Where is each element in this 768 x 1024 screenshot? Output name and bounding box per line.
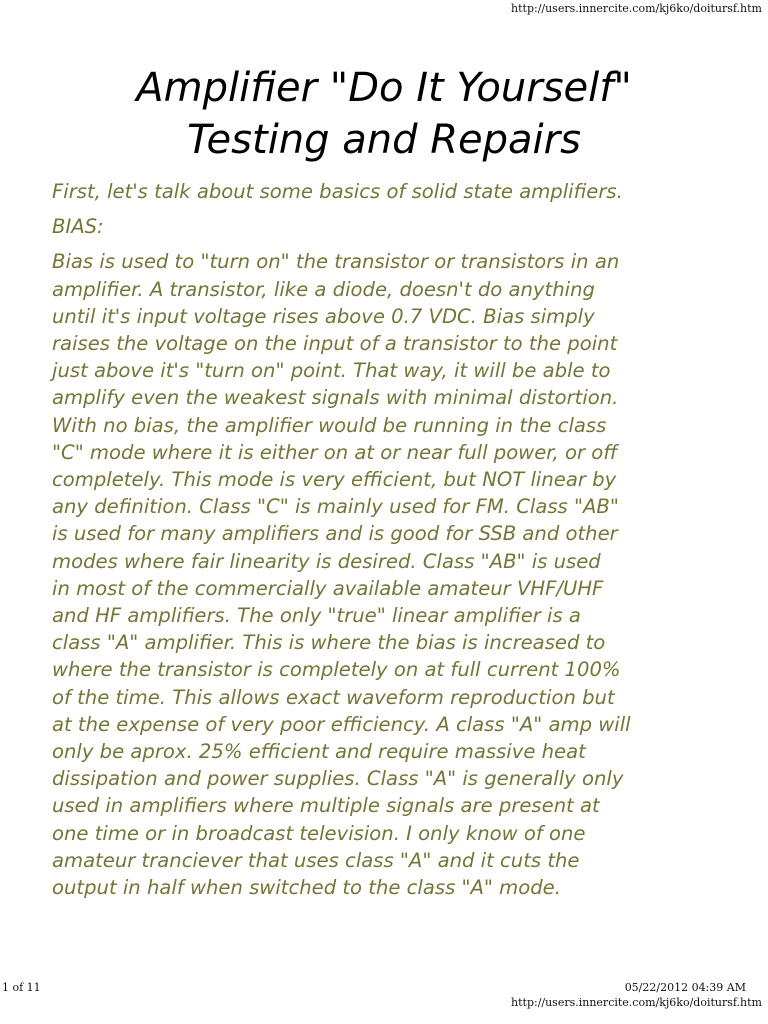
bias-paragraph-line: amplify even the weakest signals with minimal distortion. (52, 386, 619, 410)
bias-paragraph-line: in most of the commercially available amateur VHF/UHF (52, 576, 604, 600)
bias-paragraph-line: just above it's "turn on" point. That way, it will be able to (52, 359, 611, 383)
print-footer-timestamp: 05/22/2012 04:39 AM (624, 981, 746, 994)
bias-paragraph-line: amateur tranciever that uses class "A" and it cuts the (52, 848, 580, 872)
intro-paragraph: First, let's talk about some basics of solid state amplifiers. (52, 180, 623, 203)
bias-paragraph-line: only be aprox. 25% efficient and require massive heat (52, 740, 586, 764)
bias-paragraph-line: one time or in broadcast television. I only know of one (52, 821, 586, 845)
bias-paragraph-line: any definition. Class "C" is mainly used for FM. Class "AB" (52, 495, 619, 519)
section-heading-bias: BIAS: (52, 215, 104, 239)
bias-paragraph-line: amplifier. A transistor, like a diode, doesn't do anything (52, 277, 595, 301)
bias-paragraph-line: of the time. This allows exact waveform reproduction but (52, 685, 615, 709)
print-footer-page-number: 1 of 11 (2, 981, 41, 994)
bias-paragraph-line: is used for many amplifiers and is good for SSB and other (52, 522, 618, 546)
page-title-line-1: Amplifier "Do It Yourself" (136, 65, 632, 111)
bias-paragraph-line: Bias is used to "turn on" the transistor or transistors in an (52, 250, 620, 274)
bias-paragraph-line: at the expense of very poor efficiency. A class "A" amp will (52, 712, 631, 736)
bias-paragraph-line: and HF amplifiers. The only "true" linear amplifier is a (52, 604, 581, 628)
print-footer-url: http://users.innercite.com/kj6ko/doitursf.htm (511, 996, 762, 1009)
bias-paragraph (52, 248, 732, 901)
bias-paragraph-line: raises the voltage on the input of a transistor to the point (52, 332, 618, 356)
bias-paragraph-line: With no bias, the amplifier would be running in the class (52, 413, 607, 437)
page-title-line-2: Testing and Repairs (187, 117, 581, 163)
article-content (52, 178, 732, 909)
bias-paragraph-line: completely. This mode is very efficient, but NOT linear by (52, 468, 617, 492)
page-title (0, 62, 768, 166)
bias-paragraph-line: output in half when switched to the class "A" mode. (52, 876, 561, 900)
bias-paragraph-line: modes where fair linearity is desired. Class "AB" is used (52, 549, 601, 573)
bias-paragraph-line: until it's input voltage rises above 0.7 VDC. Bias simply (52, 304, 595, 328)
bias-paragraph-line: used in amplifiers where multiple signals are present at (52, 794, 600, 818)
print-header-url: http://users.innercite.com/kj6ko/doitursf.htm (511, 2, 762, 15)
bias-paragraph-line: dissipation and power supplies. Class "A" is generally only (52, 767, 624, 791)
bias-paragraph-line: class "A" amplifier. This is where the bias is increased to (52, 631, 606, 655)
bias-paragraph-line: where the transistor is completely on at full current 100% (52, 658, 621, 682)
bias-paragraph-line: "C" mode where it is either on at or near full power, or off (52, 440, 618, 464)
